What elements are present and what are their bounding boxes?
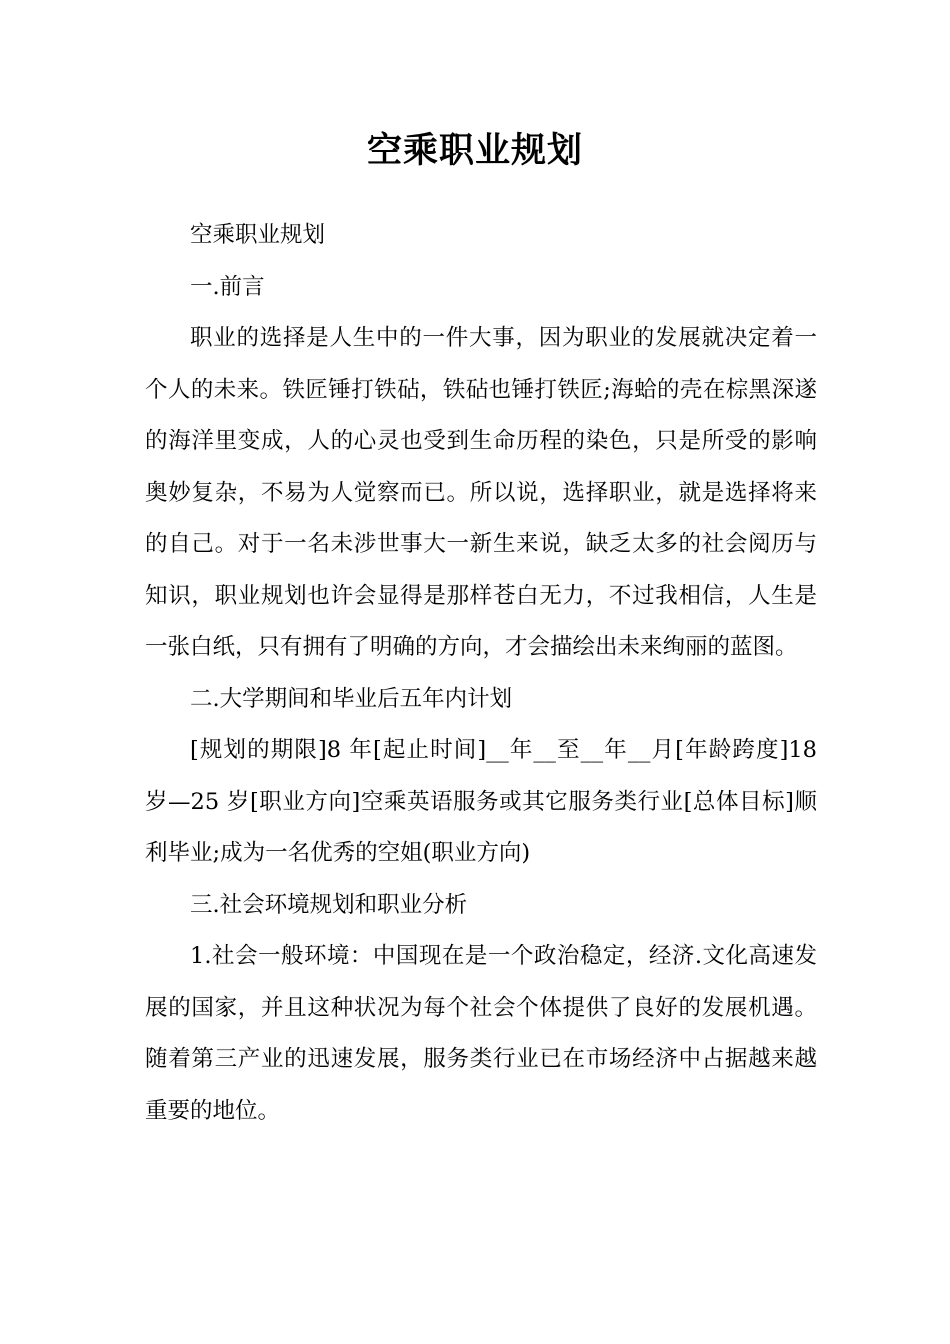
section-heading-preface: 一.前言 — [190, 273, 265, 300]
section-heading-environment: 三.社会环境规划和职业分析 — [190, 891, 468, 918]
paragraph-preface: 职业的选择是人生中的一件大事，因为职业的发展就决定着一个人的未来。铁匠锤打铁砧，铁砧也锤打铁匠;海蛤的壳在棕黑深遂的海洋里变成，人的心灵也受到生命历程的染色，只是所受的影响奥妙复杂，不易为人觉察而已。所以说，选择职业，就是选择将来的自己。对于一名未涉世事大一新生来说，缺乏太多的社会阅历与知识，职业规划也许会显得是那样苍白无力，不过我相信，人生是一张白纸，只有拥有了明确的方向，才会描绘出未来绚丽的蓝图。 — [145, 325, 817, 660]
paragraph-plan: [规划的期限]8 年[起止时间]__年__至__年__月[年龄跨度]18 岁—25 岁[职业方向]空乘英语服务或其它服务类行业[总体目标]顺利毕业;成为一名优秀的空姐(职业方向) — [145, 737, 817, 866]
paragraph-environment: 1.社会一般环境：中国现在是一个政治稳定，经济.文化高速发展的国家，并且这种状况为每个社会个体提供了良好的发展机遇。随着第三产业的迅速发展，服务类行业已在市场经济中占据越来越重要的地位。 — [145, 943, 817, 1124]
paragraph-subtitle: 空乘职业规划 — [190, 222, 326, 248]
section-heading-plan: 二.大学期间和毕业后五年内计划 — [190, 685, 513, 712]
document-body — [145, 210, 817, 1137]
document-title: 空乘职业规划 — [366, 131, 583, 172]
